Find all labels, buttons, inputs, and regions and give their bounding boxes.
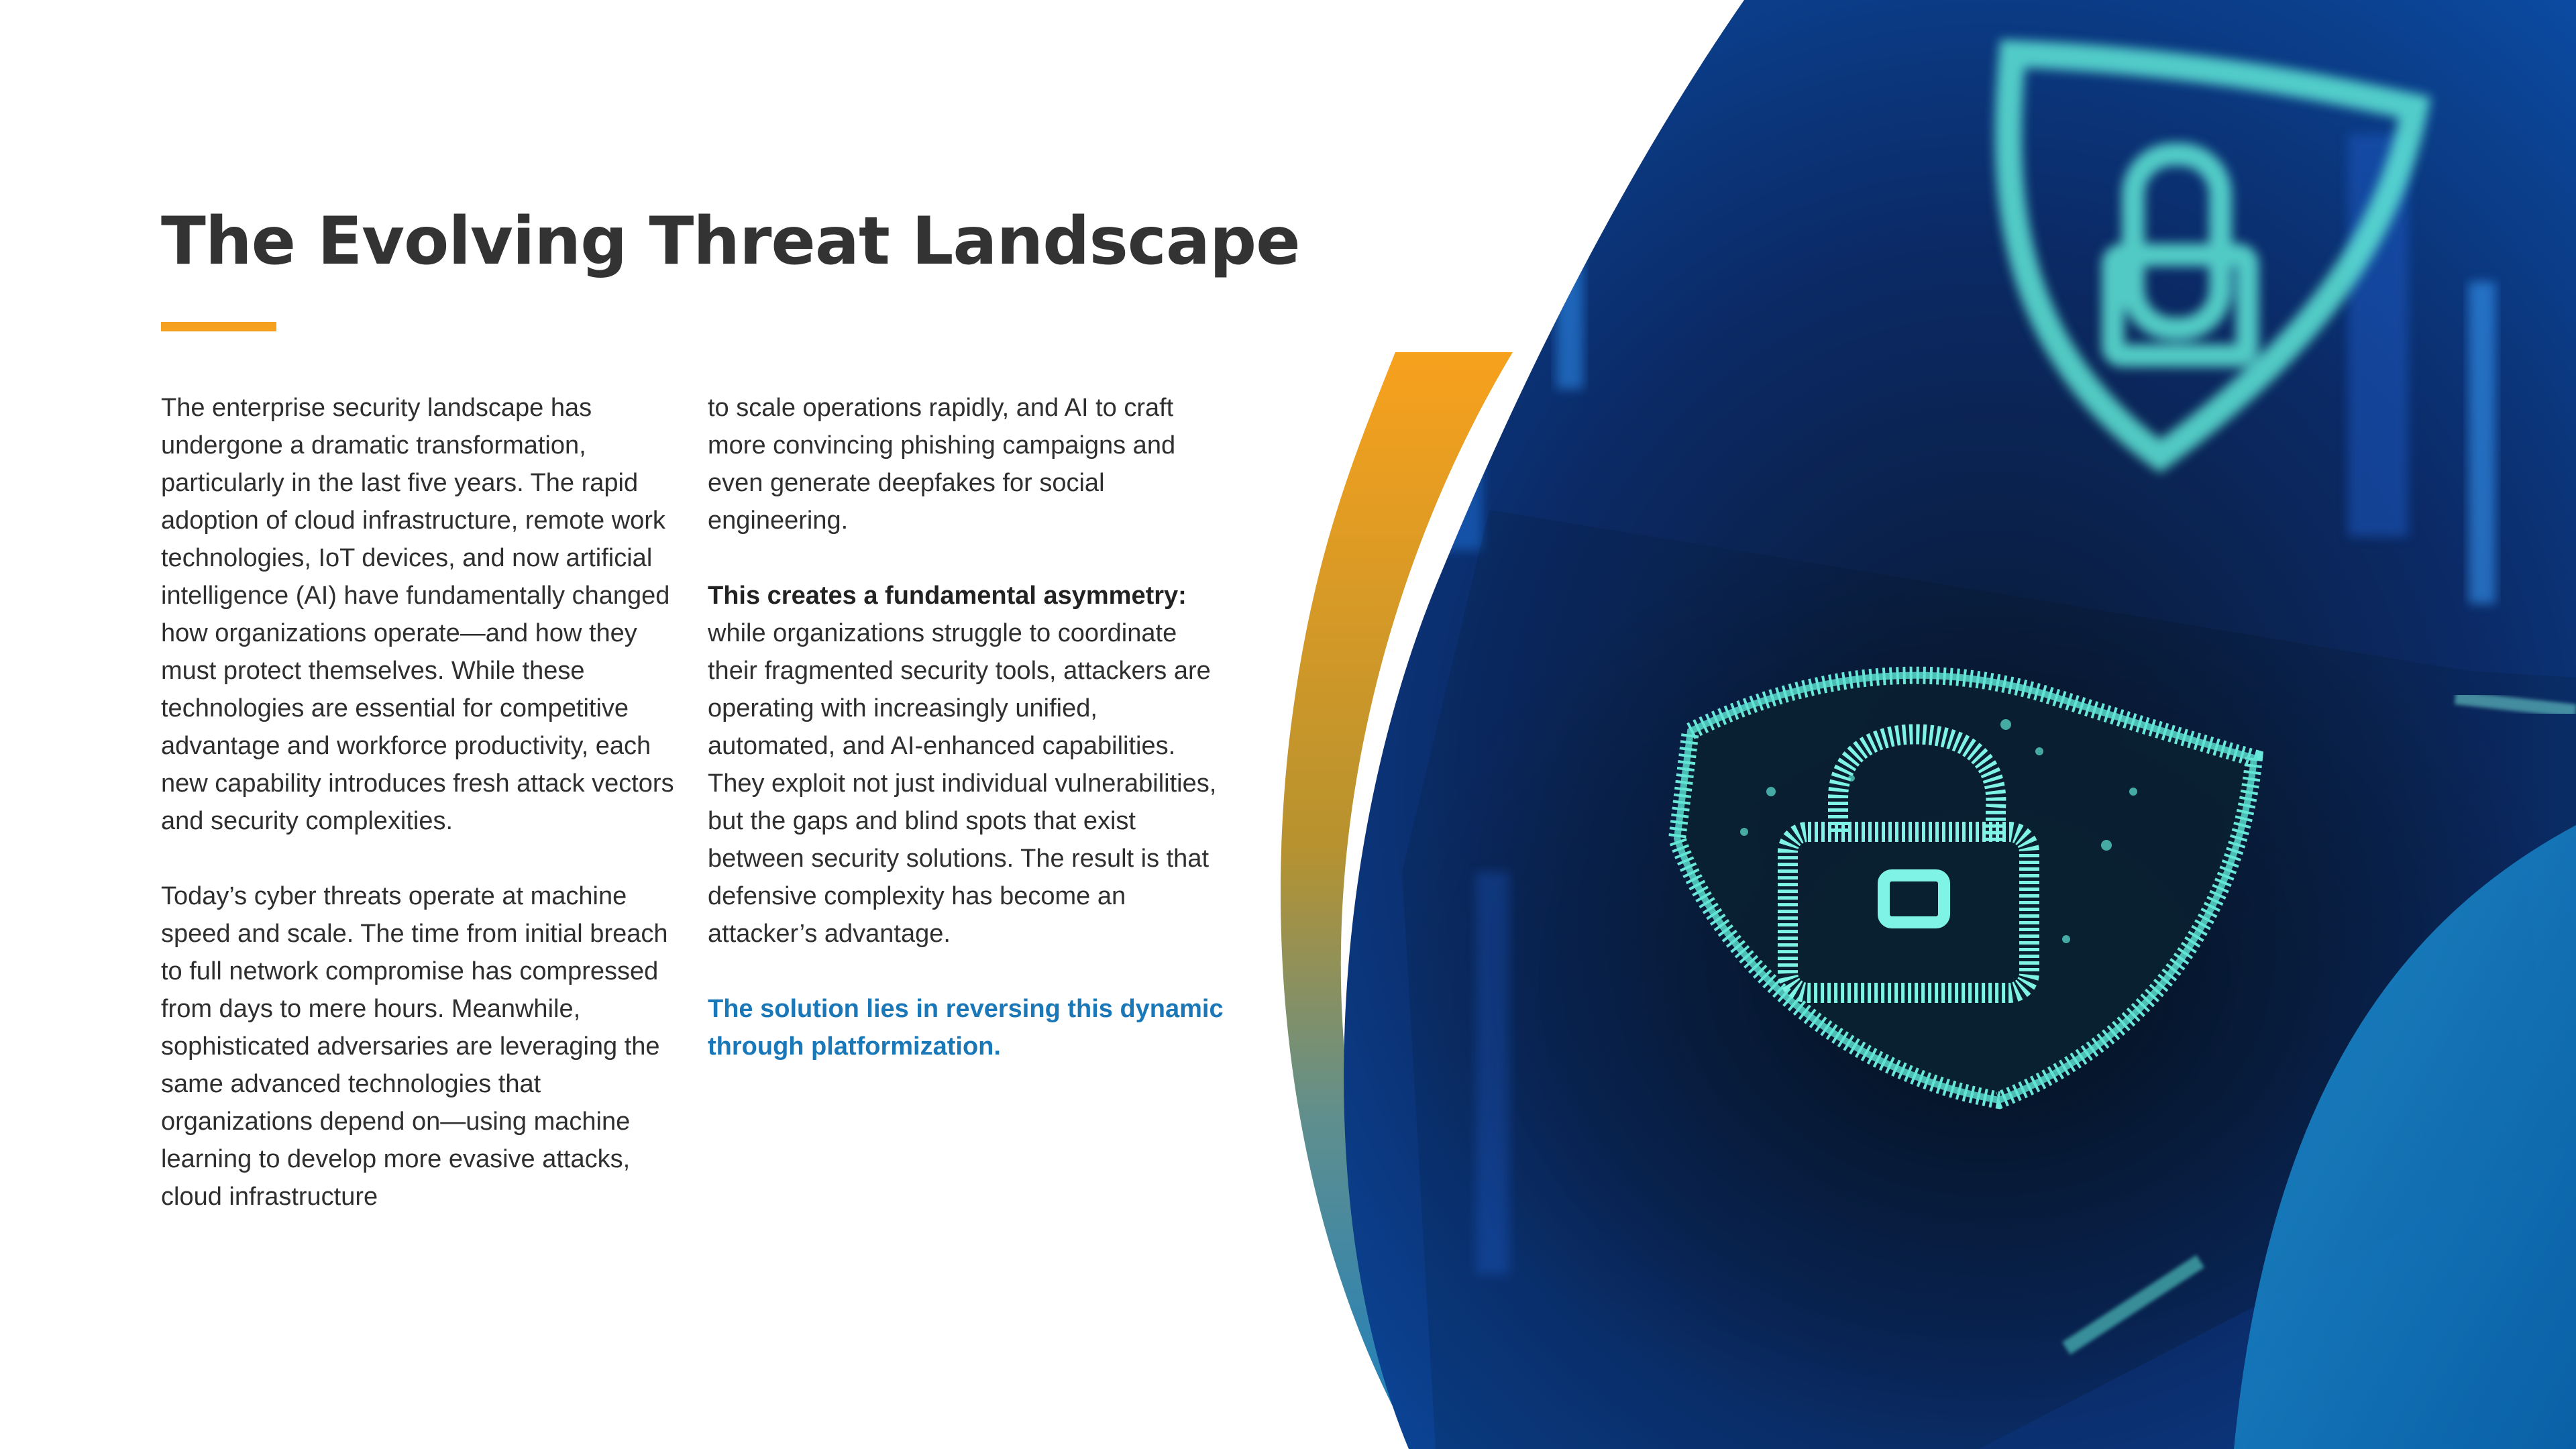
asymmetry-body: while organizations struggle to coordinate their fragmented security tools, attackers are operating with increasingly unified, automated, and AI-enhanced capabilities. They exploit not just individual vulnerabilities, but the gaps and blind spots that exist between security solutions. The result is that defensive complexity has become an attacker’s advantage. xyxy=(708,619,1217,948)
page-title: The Evolving Threat Landscape xyxy=(161,203,1300,280)
asymmetry-lead: This creates a fundamental asymmetry: xyxy=(708,582,1187,610)
title-accent-rule xyxy=(161,322,276,331)
paragraph: to scale operations rapidly, and AI to craft more convincing phishing campaigns and even generate deepfakes for social engineering. xyxy=(708,394,1176,535)
paragraph: The enterprise security landscape has undergone a dramatic transformation, particularly in the last five years. The rapid adoption of cloud infrastructure, remote work technologies, IoT devices, and now artificial intelligence (AI) have fundamentally changed how organizations operate—and how they must protect themselves. While these technologies are essential for competitive advantage and workforce productivity, each new capability introduces fresh attack vectors and security complexities. xyxy=(161,394,674,835)
solution-callout: The solution lies in reversing this dynamic through platformization. xyxy=(708,995,1224,1061)
paragraph xyxy=(708,577,1231,953)
text-column-right xyxy=(708,389,1231,1065)
text-column-left xyxy=(161,389,684,1216)
paragraph: Today’s cyber threats operate at machine speed and scale. The time from initial breach to full network compromise has compressed from days to mere hours. Meanwhile, sophisticated adversaries are leveraging the same advanced technologies that organizations depend on—using machine learning to develop more evasive attacks, cloud infrastructure xyxy=(161,882,668,1211)
